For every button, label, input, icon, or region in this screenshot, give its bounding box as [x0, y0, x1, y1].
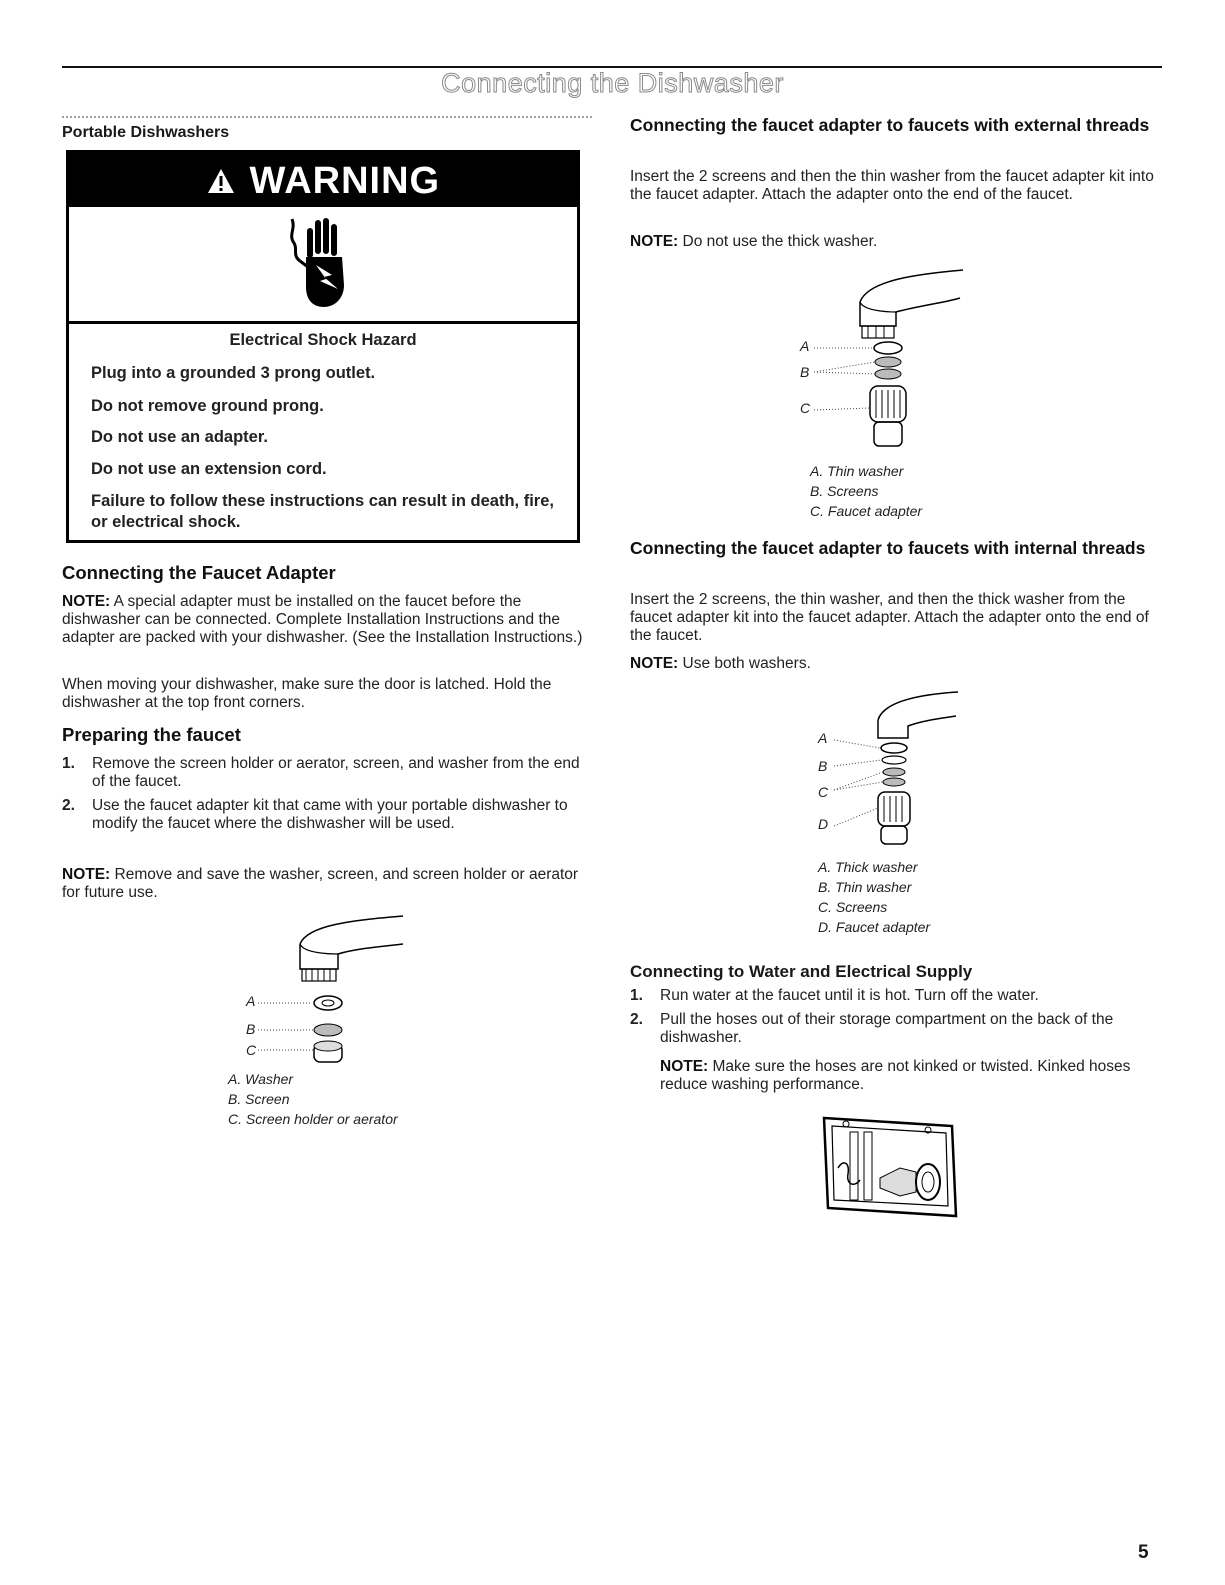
figure-letter: A	[800, 338, 810, 354]
electric-shock-hand-icon	[286, 215, 356, 316]
water-supply-note	[660, 1058, 1160, 1094]
note-text: Make sure the hoses are not kinked or twisted. Kinked hoses reduce washing performance.	[660, 1058, 1131, 1093]
water-supply-steps	[630, 987, 1160, 1053]
external-threads-heading: Connecting the faucet adapter to faucets with external threads	[630, 115, 1150, 135]
note-label: NOTE:	[660, 1058, 709, 1075]
external-threads-figure	[798, 268, 978, 458]
internal-threads-note	[630, 655, 1160, 673]
figure-caption: B. Screen	[228, 1091, 290, 1107]
page-number: 5	[1138, 1542, 1149, 1563]
figure-caption: B. Thin washer	[818, 879, 912, 895]
figure-letter: D	[818, 816, 829, 832]
step-number: 2.	[630, 1011, 643, 1028]
water-supply-heading: Connecting to Water and Electrical Supply	[630, 962, 973, 981]
list-item	[62, 755, 590, 791]
note-text: A special adapter must be installed on the faucet before the dishwasher can be connected. Complete Installation Instructions and the adapter are packed with your dishwasher. (See the Installation Instructions.)	[62, 593, 583, 646]
moving-paragraph: When moving your dishwasher, make sure the door is latched. Hold the dishwasher at the top front corners.	[62, 676, 552, 711]
internal-threads-figure	[816, 690, 976, 850]
figure-letter: B	[246, 1021, 256, 1037]
faucet-parts-figure	[238, 914, 418, 1064]
note-label: NOTE:	[62, 593, 111, 610]
portable-heading: Portable Dishwashers	[62, 124, 230, 141]
page-title: Connecting the Dishwasher	[441, 68, 784, 98]
figure-caption: C. Faucet adapter	[810, 503, 923, 519]
step-text: Use the faucet adapter kit that came with your portable dishwasher to modify the faucet where the dishwasher will be used.	[92, 797, 568, 832]
figure-letter: A	[246, 993, 256, 1009]
warning-line: Do not remove ground prong.	[91, 397, 324, 415]
hose-compartment-illustration	[820, 1108, 960, 1220]
step-number: 2.	[62, 797, 75, 814]
faucet-adapter-note	[62, 593, 590, 647]
figure-letter: C	[800, 400, 811, 416]
warning-banner-text: WARNING	[249, 160, 441, 202]
section-dotted-rule	[62, 116, 592, 118]
preparing-steps	[62, 755, 590, 839]
note-label: NOTE:	[62, 866, 111, 883]
list-item	[62, 797, 590, 833]
figure-caption: A. Washer	[228, 1071, 294, 1087]
preparing-note	[62, 866, 590, 902]
figure-letter: B	[800, 364, 810, 380]
internal-threads-text: Insert the 2 screens, the thin washer, and then the thick washer from the faucet adapter kit into the faucet adapter. Attach the adapter onto the end of the faucet.	[630, 591, 1149, 644]
figure-letter: C	[818, 784, 829, 800]
internal-threads-heading: Connecting the faucet adapter to faucets with internal threads	[630, 538, 1146, 558]
warning-line: Do not use an adapter.	[91, 428, 268, 446]
faucet-adapter-heading: Connecting the Faucet Adapter	[62, 562, 336, 583]
list-item	[630, 987, 1160, 1005]
figure-caption: C. Screen holder or aerator	[228, 1111, 398, 1127]
warning-box	[66, 150, 580, 543]
figure-caption: A. Thin washer	[810, 463, 904, 479]
step-number: 1.	[630, 987, 643, 1004]
warning-triangle-icon	[206, 160, 250, 202]
external-threads-text: Insert the 2 screens and then the thin washer from the faucet adapter kit into the faucet adapter. Attach the adapter onto the end of the faucet.	[630, 168, 1154, 203]
external-threads-note	[630, 233, 1160, 251]
note-text: Do not use the thick washer.	[678, 233, 878, 250]
warning-divider	[69, 321, 577, 324]
step-number: 1.	[62, 755, 75, 772]
warning-banner	[69, 153, 577, 207]
figure-caption: D. Faucet adapter	[818, 919, 931, 935]
figure-caption: A. Thick washer	[818, 859, 918, 875]
faucet-adapter-illustration	[798, 268, 978, 458]
faucet-adapter-illustration	[816, 690, 976, 850]
note-label: NOTE:	[630, 233, 679, 250]
hose-compartment-figure	[820, 1108, 960, 1220]
list-item	[630, 1011, 1160, 1047]
warning-hazard-title: Electrical Shock Hazard	[229, 331, 417, 349]
figure-letter: C	[246, 1042, 257, 1058]
faucet-illustration	[238, 914, 418, 1064]
preparing-heading: Preparing the faucet	[62, 724, 241, 745]
step-text: Pull the hoses out of their storage compartment on the back of the dishwasher.	[660, 1011, 1114, 1046]
step-text: Remove the screen holder or aerator, screen, and washer from the end of the faucet.	[92, 755, 580, 790]
figure-letter: B	[818, 758, 828, 774]
figure-letter: A	[818, 730, 828, 746]
warning-line: Plug into a grounded 3 prong outlet.	[91, 364, 376, 382]
figure-caption: B. Screens	[810, 483, 879, 499]
warning-line: Failure to follow these instructions can result in death, fire, or electrical shock.	[91, 492, 554, 531]
note-text: Use both washers.	[678, 655, 811, 672]
step-text: Run water at the faucet until it is hot. Turn off the water.	[660, 987, 1039, 1004]
note-label: NOTE:	[630, 655, 679, 672]
note-text: Remove and save the washer, screen, and screen holder or aerator for future use.	[62, 866, 579, 901]
warning-line: Do not use an extension cord.	[91, 460, 327, 478]
figure-caption: C. Screens	[818, 899, 888, 915]
